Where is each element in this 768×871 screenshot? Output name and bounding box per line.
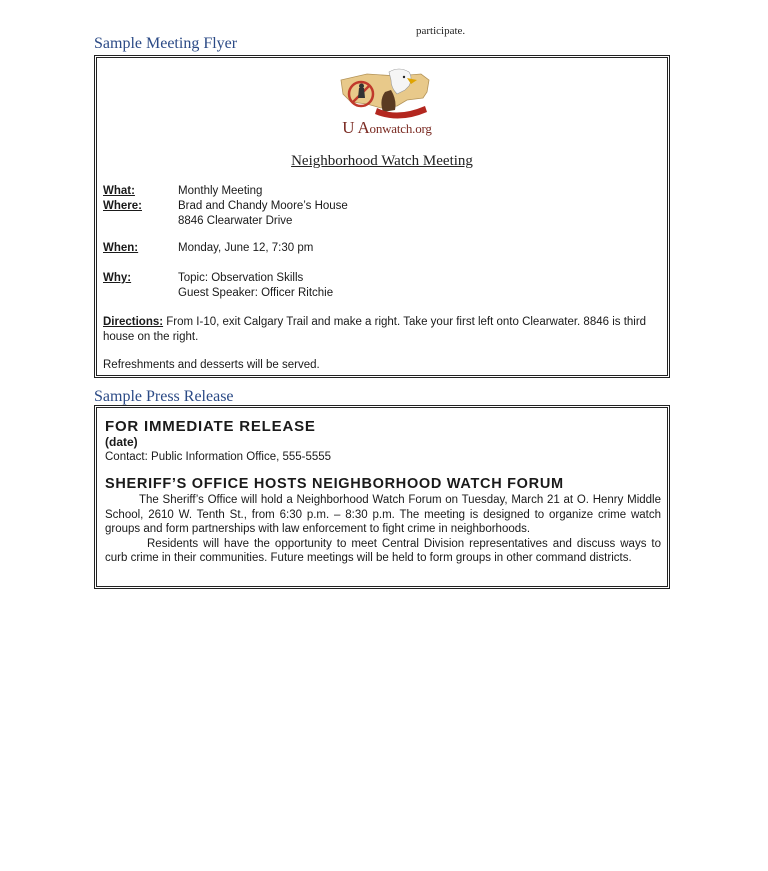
where-line1: Brad and Chandy Moore’s House <box>178 200 348 212</box>
meeting-flyer <box>94 55 670 378</box>
section-heading-press: Sample Press Release <box>94 388 234 405</box>
eagle-map-icon <box>337 66 437 122</box>
flyer-title: Neighborhood Watch Meeting <box>291 153 473 169</box>
flyer-directions <box>103 315 663 345</box>
release-paragraph-1: The Sheriff’s Office will hold a Neighborhood Watch Forum on Tuesday, March 21 at O. Henry Middle School, 2610 W. Tenth St., from 6:30 p.m. – 8:30 p.m. The meeting is designed to organize crime watch groups and form partnerships with law enforcement to fight crime in neighborhoods. <box>105 494 661 535</box>
directions-text: From I-10, exit Calgary Trail and make a right. Take your first left onto Clearwater. 8846 is third house on the right. <box>103 316 647 343</box>
directions-label: Directions: <box>103 316 164 328</box>
why-line2: Guest Speaker: Officer Ritchie <box>178 287 334 299</box>
release-paragraph-2: Residents will have the opportunity to meet Central Division representatives and discuss ways to curb crime in their communities. Future meetings will be held to form groups in other command districts. <box>105 537 661 564</box>
flyer-refreshments: Refreshments and desserts will be served. <box>103 359 320 371</box>
uaonwatch-logo <box>337 66 437 136</box>
where-line2: 8846 Clearwater Drive <box>178 215 293 227</box>
what-label: What: <box>103 185 135 197</box>
section-heading-flyer: Sample Meeting Flyer <box>94 35 238 52</box>
why-line1: Topic: Observation Skills <box>178 272 304 284</box>
release-date: (date) <box>105 435 138 449</box>
when-value: Monday, June 12, 7:30 pm <box>178 242 314 254</box>
where-label: Where: <box>103 200 142 212</box>
what-value: Monthly Meeting <box>178 185 263 197</box>
press-release <box>94 405 670 589</box>
why-label: Why: <box>103 272 132 284</box>
when-label: When: <box>103 242 139 254</box>
release-headline: SHERIFF’S OFFICE HOSTS NEIGHBORHOOD WATCH FORUM <box>105 476 564 492</box>
top-text-fragment: participate. <box>416 25 466 37</box>
release-contact: Contact: Public Information Office, 555-5555 <box>105 451 332 463</box>
immediate-release-label: FOR IMMEDIATE RELEASE <box>105 418 316 435</box>
logo-text: U Aonwatch.org <box>342 118 432 137</box>
